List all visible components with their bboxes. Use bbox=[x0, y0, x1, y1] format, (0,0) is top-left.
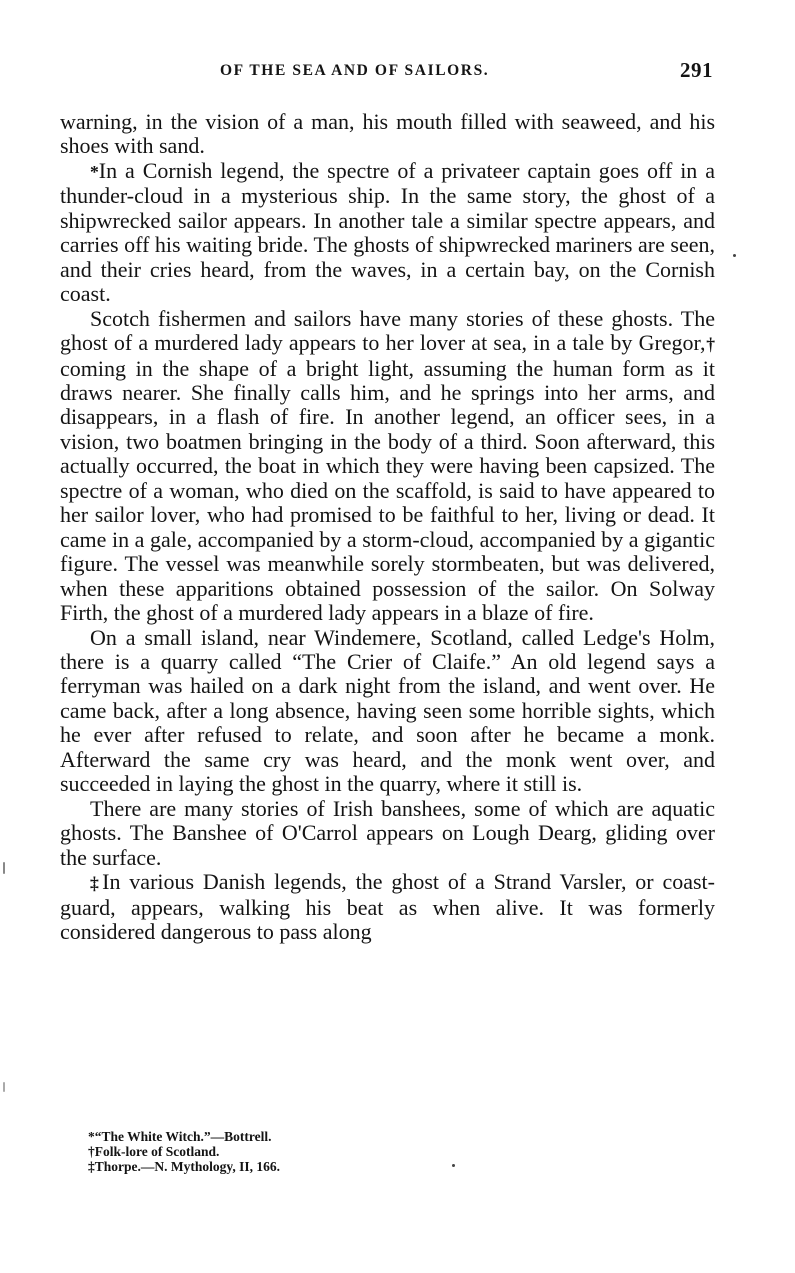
footnote-item: †Folk-lore of Scotland. bbox=[88, 1144, 220, 1159]
paragraph-text: warning, in the vision of a man, his mouth filled with seaweed, and his shoes with sand. bbox=[60, 109, 715, 159]
footnote-marker: † bbox=[705, 334, 716, 355]
running-title: OF THE SEA AND OF SAILORS. bbox=[220, 62, 490, 79]
print-speck bbox=[3, 1082, 5, 1092]
footnote-marker: ‡ bbox=[90, 873, 103, 894]
footnote-marker: * bbox=[90, 161, 99, 182]
paragraph-crier-of-claife bbox=[60, 626, 715, 797]
paragraph-text: There are many stories of Irish banshees, some of which are aquatic ghosts. The Banshee of O'Carrol appears on Lough Dearg, gliding over the surface. bbox=[60, 795, 715, 870]
paragraph-danish-legends bbox=[60, 870, 715, 944]
footnote-item: ‡Thorpe.—N. Mythology, II, 166. bbox=[88, 1159, 281, 1174]
print-speck bbox=[452, 1164, 455, 1167]
body-text bbox=[60, 110, 715, 944]
paragraph-text: In a Cornish legend, the spectre of a privateer captain goes off in a thunder-cloud in a mysterious ship. In the same story, the ghost of a shipwrecked sailor appears. In another tale a similar spectre appears, and carries off his waiting bride. The ghosts of shipwrecked mariners are seen, and their cries heard, from the waves, in a certain bay, on the Cornish coast. bbox=[60, 157, 715, 307]
print-speck bbox=[733, 254, 736, 257]
paragraph-scotch-fishermen bbox=[60, 307, 715, 626]
paragraph-cornish-legend bbox=[60, 159, 715, 307]
running-head bbox=[60, 58, 715, 86]
paragraph-text: On a small island, near Windemere, Scotland, called Ledge's Holm, there is a quarry called “The Crier of Claife.” An old legend says a ferryman was hailed on a dark night from the island, and went over. He came back, after a long absence, having seen some horrible sights, which he ever after refused to relate, and soon after he became a monk. Afterward the same cry was heard, and the monk went over, and succeeded in laying the ghost in the quarry, where it still is. bbox=[60, 624, 715, 797]
paragraph-text: In various Danish legends, the ghost of a Strand Varsler, or coast-guard, appears, walking his beat as when alive. It was formerly considered dangerous to pass along bbox=[60, 869, 715, 944]
paragraph-text: coming in the shape of a bright light, assuming the human form as it draws nearer. She finally calls him, and he springs into her arms, and disappears, in a flash of fire. In another legend, an officer sees, in a vision, two boatmen bringing in the body of a third. Soon afterward, this actually occurred, the boat in which they were having been capsized. The spectre of a woman, who died on the scaffold, is said to have appeared to her sailor lover, who had promised to be faithful to her, living or dead. It came in a gale, accompanied by a storm-cloud, accompanied by a gigantic figure. The vessel was meanwhile sorely stormbeaten, but was delivered, when these apparitions obtained possession of the sailor. On Solway Firth, the ghost of a murdered lady appears in a blaze of fire. bbox=[60, 355, 715, 626]
footnotes bbox=[88, 1129, 538, 1174]
page-number: 291 bbox=[680, 58, 713, 82]
paragraph-text: Scotch fishermen and sailors have many stories of these ghosts. The ghost of a murdered lady appears to her lover at sea, in a tale by Gregor, bbox=[60, 305, 715, 356]
print-speck bbox=[3, 862, 5, 874]
footnote-item: *“The White Witch.”—Bottrell. bbox=[88, 1129, 272, 1144]
paragraph-continuation bbox=[60, 110, 715, 159]
paragraph-irish-banshees bbox=[60, 797, 715, 870]
